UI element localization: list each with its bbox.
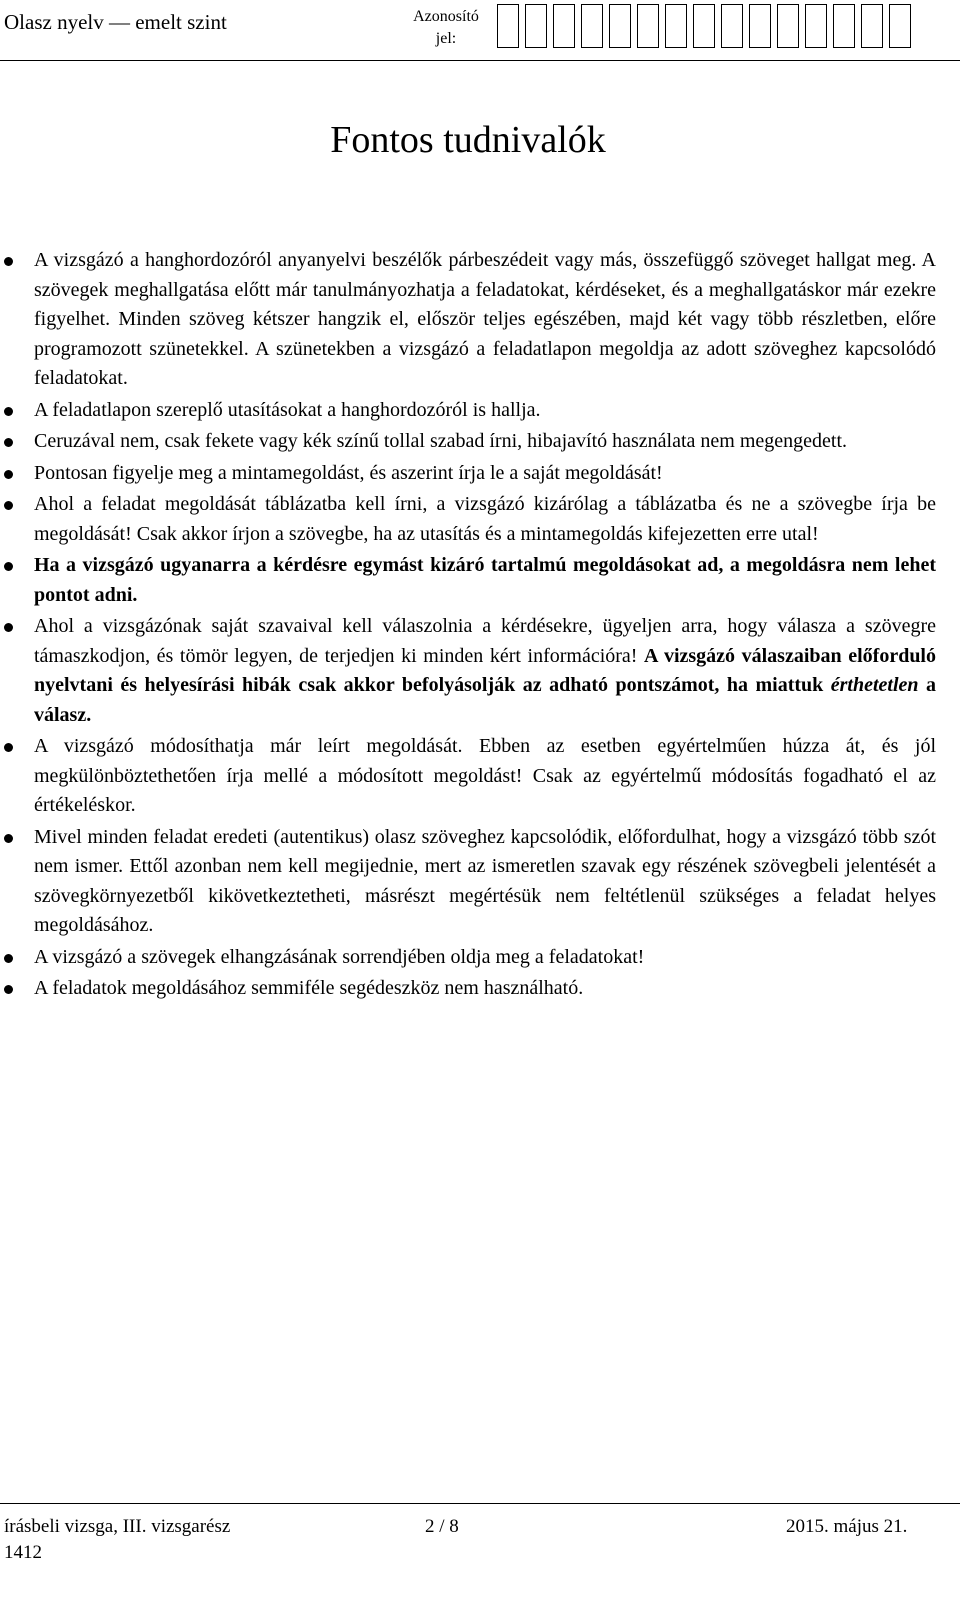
header-divider — [0, 60, 960, 61]
instruction-item — [0, 396, 936, 426]
id-box[interactable] — [553, 4, 575, 48]
id-box[interactable] — [833, 4, 855, 48]
id-box[interactable] — [665, 4, 687, 48]
bullet-icon — [4, 562, 13, 571]
instruction-text: A feladatlapon szereplő utasításokat a hanghordozóról is hallja. — [34, 398, 541, 421]
bullet-icon — [4, 743, 13, 752]
instruction-text: A vizsgázó a szövegek elhangzásának sorrendjében oldja meg a feladatokat! — [34, 945, 645, 968]
bullet-icon — [4, 954, 13, 963]
instruction-item — [0, 459, 936, 489]
page-title: Fontos tudnivalók — [330, 119, 606, 161]
bullet-icon — [4, 834, 13, 843]
instruction-item — [0, 732, 936, 821]
id-label-line2: jel: — [435, 30, 457, 47]
id-box[interactable] — [693, 4, 715, 48]
bullet-icon — [4, 257, 13, 266]
instruction-item — [0, 490, 936, 549]
instruction-item — [0, 943, 936, 973]
instructions-list — [0, 246, 936, 1004]
footer-divider — [0, 1503, 960, 1504]
bullet-icon — [4, 438, 13, 447]
instructions — [0, 246, 936, 1006]
id-label-line1: Azonosító — [413, 8, 479, 25]
id-box[interactable] — [609, 4, 631, 48]
exam-code: 1412 — [4, 1542, 42, 1563]
instruction-text: A feladatok megoldásához semmiféle segédeszköz nem használható. — [34, 977, 584, 999]
id-label — [412, 6, 480, 50]
id-box[interactable] — [637, 4, 659, 48]
id-boxes — [497, 4, 917, 48]
bullet-icon — [4, 501, 13, 510]
id-box[interactable] — [581, 4, 603, 48]
subject-label: Olasz nyelv — emelt szint — [4, 10, 227, 34]
instruction-text: Ahol a feladat megoldását táblázatba kell írni, a vizsgázó kizárólag a táblázatba és ne a szövegbe írja be megoldását! Csak akkor írjon a szövegbe, ha az utasítás és a mintamegoldás kifejezetten erre utal! — [34, 493, 936, 545]
instruction-text: Ahol a vizsgázónak saját szavaival kell válaszolnia a kérdésekre, ügyeljen arra, hogy válasza a szövegre támaszkodjon, és tömör legyen, de terjedjen ki minden kért információra! — [34, 615, 936, 667]
instruction-item — [0, 246, 936, 394]
id-box[interactable] — [777, 4, 799, 48]
page-number: 2 / 8 — [425, 1516, 459, 1537]
instruction-text: érthetetlen — [830, 674, 919, 696]
page-header — [0, 0, 960, 62]
instruction-item — [0, 612, 936, 730]
instruction-item — [0, 974, 936, 1004]
instruction-text: A vizsgázó a hanghordozóról anyanyelvi beszélők párbeszédeit vagy más, összefüggő szöveget hallgat meg. A szövegek meghallgatása előtt már tanulmányozhatja a feladatokat, kérdéseket, és a meghallgatáskor már ezekre figyelhet. Minden szöveg kétszer hangzik el, először teljes egészében, majd két vagy több részletben, előre programozott szünetekkel. A szünetekben a vizsgázó a feladatlapon megoldja az adott szöveghez kapcsolódó feladatokat. — [34, 249, 936, 389]
id-box[interactable] — [861, 4, 883, 48]
instruction-text: Ha a vizsgázó ugyanarra a kérdésre egymást kizáró tartalmú megoldásokat ad, a megoldásra nem lehet pontot adni. — [34, 554, 936, 606]
bullet-icon — [4, 470, 13, 479]
instruction-item — [0, 823, 936, 941]
instruction-text: Ceruzával nem, csak fekete vagy kék színű tollal szabad írni, hibajavító használata nem megengedett. — [34, 430, 848, 452]
id-box[interactable] — [889, 4, 911, 48]
instruction-item — [0, 551, 936, 610]
instruction-item — [0, 427, 936, 457]
instruction-text: Mivel minden feladat eredeti (autentikus) olasz szöveghez kapcsolódik, előfordulhat, hogy a vizsgázó több szót nem ismer. Ettől azonban nem kell megijednie, mert az ismeretlen szavak egy részének szövegbeli jelentését a szövegkörnyezetből kikövetkeztetheti, másrészt megértésük nem feltétlenül szükséges a feladat helyes megoldásához. — [34, 825, 936, 936]
id-box[interactable] — [749, 4, 771, 48]
footer-exam-part: írásbeli vizsga, III. vizsgarész — [4, 1516, 231, 1537]
bullet-icon — [4, 623, 13, 632]
id-box[interactable] — [721, 4, 743, 48]
bullet-icon — [4, 407, 13, 416]
instruction-text: a válasz. — [34, 674, 936, 726]
instruction-text: Pontosan figyelje meg a mintamegoldást, és aszerint írja le a saját megoldását! — [34, 461, 663, 484]
exam-date: 2015. május 21. — [786, 1516, 908, 1537]
bullet-icon — [4, 985, 13, 994]
instruction-text: A vizsgázó módosíthatja már leírt megoldását. Ebben az esetben egyértelműen húzza át, és jól megkülönböztethetően írja mellé a módosított megoldást! Csak az egyértelmű módosítás fogadható el az értékeléskor. — [34, 735, 936, 816]
id-box[interactable] — [805, 4, 827, 48]
id-box[interactable] — [497, 4, 519, 48]
id-box[interactable] — [525, 4, 547, 48]
instruction-text: A vizsgázó válaszaiban előforduló nyelvtani és helyesírási hibák csak akkor befolyásolják az adható pontszámot, ha miattuk — [34, 644, 936, 696]
